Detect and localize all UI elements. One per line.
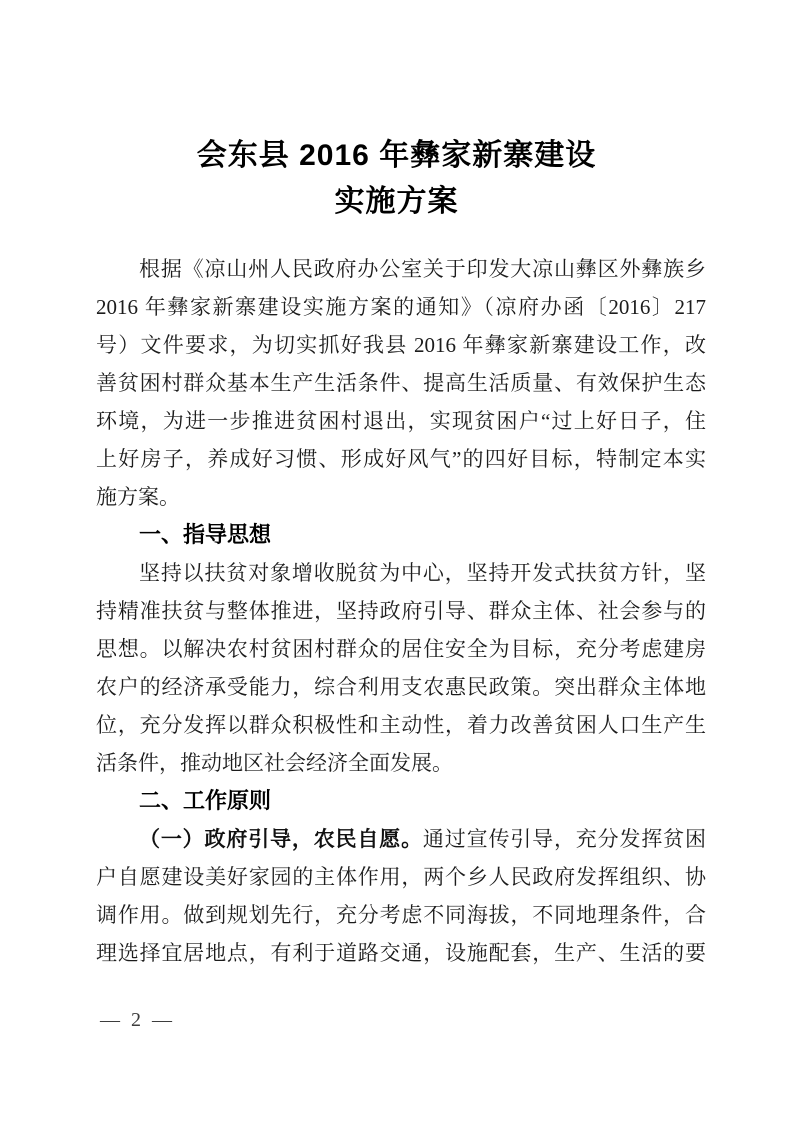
body-line: 位，充分发挥以群众积极性和主动性，着力改善贫困人口生产生 xyxy=(96,713,706,737)
document-title xyxy=(0,133,793,225)
body-line: 2016 年彝家新寨建设实施方案的通知》（凉府办函〔2016〕217 xyxy=(96,295,706,319)
body-line: 思想。以解决农村贫困村群众的居住安全为目标，充分考虑建房 xyxy=(96,637,706,661)
body-line: 户自愿建设美好家园的主体作用，两个乡人民政府发挥组织、协 xyxy=(96,865,706,889)
body-line: 活条件，推动地区社会经济全面发展。 xyxy=(96,751,453,775)
section-heading-guiding-ideology: 一、指导思想 xyxy=(139,522,272,547)
paragraph-guiding-ideology xyxy=(96,554,706,782)
paragraph-work-principle-1 xyxy=(96,820,706,972)
document-title-line-2: 实施方案 xyxy=(334,185,459,218)
body-line: 环境，为进一步推进贫困村退出，实现贫困户“过上好日子，住 xyxy=(96,409,706,433)
body-line xyxy=(96,820,706,858)
body-line: 施方案。 xyxy=(96,485,180,509)
body-line: 坚持以扶贫对象增收脱贫为中心，坚持开发式扶贫方针，坚 xyxy=(139,561,706,585)
body-line: 理选择宜居地点，有利于道路交通，设施配套，生产、生活的要 xyxy=(96,941,706,965)
document-body xyxy=(96,250,706,972)
body-line: 农户的经济承受能力，综合利用支农惠民政策。突出群众主体地 xyxy=(96,675,706,699)
paragraph-lead-rest: 通过宣传引导，充分发挥贫困 xyxy=(422,827,706,851)
paragraph-lead-bold: （一）政府引导，农民自愿。 xyxy=(139,827,423,851)
body-line: 调作用。做到规划先行，充分考虑不同海拔，不同地理条件，合 xyxy=(96,903,706,927)
section-heading-work-principles: 二、工作原则 xyxy=(139,788,272,813)
document-title-line-1: 会东县 2016 年彝家新寨建设 xyxy=(196,139,597,172)
body-line: 持精准扶贫与整体推进，坚持政府引导、群众主体、社会参与的 xyxy=(96,599,706,623)
body-line: 上好房子，养成好习惯、形成好风气”的四好目标，特制定本实 xyxy=(96,447,706,471)
body-line: 根据《凉山州人民政府办公室关于印发大凉山彝区外彝族乡 xyxy=(139,257,706,281)
paragraph-intro xyxy=(96,250,706,516)
page-number: — 2 — xyxy=(100,1009,175,1031)
body-line: 善贫困村群众基本生产生活条件、提高生活质量、有效保护生态 xyxy=(96,371,706,395)
body-line: 号）文件要求，为切实抓好我县 2016 年彝家新寨建设工作，改 xyxy=(96,333,706,357)
